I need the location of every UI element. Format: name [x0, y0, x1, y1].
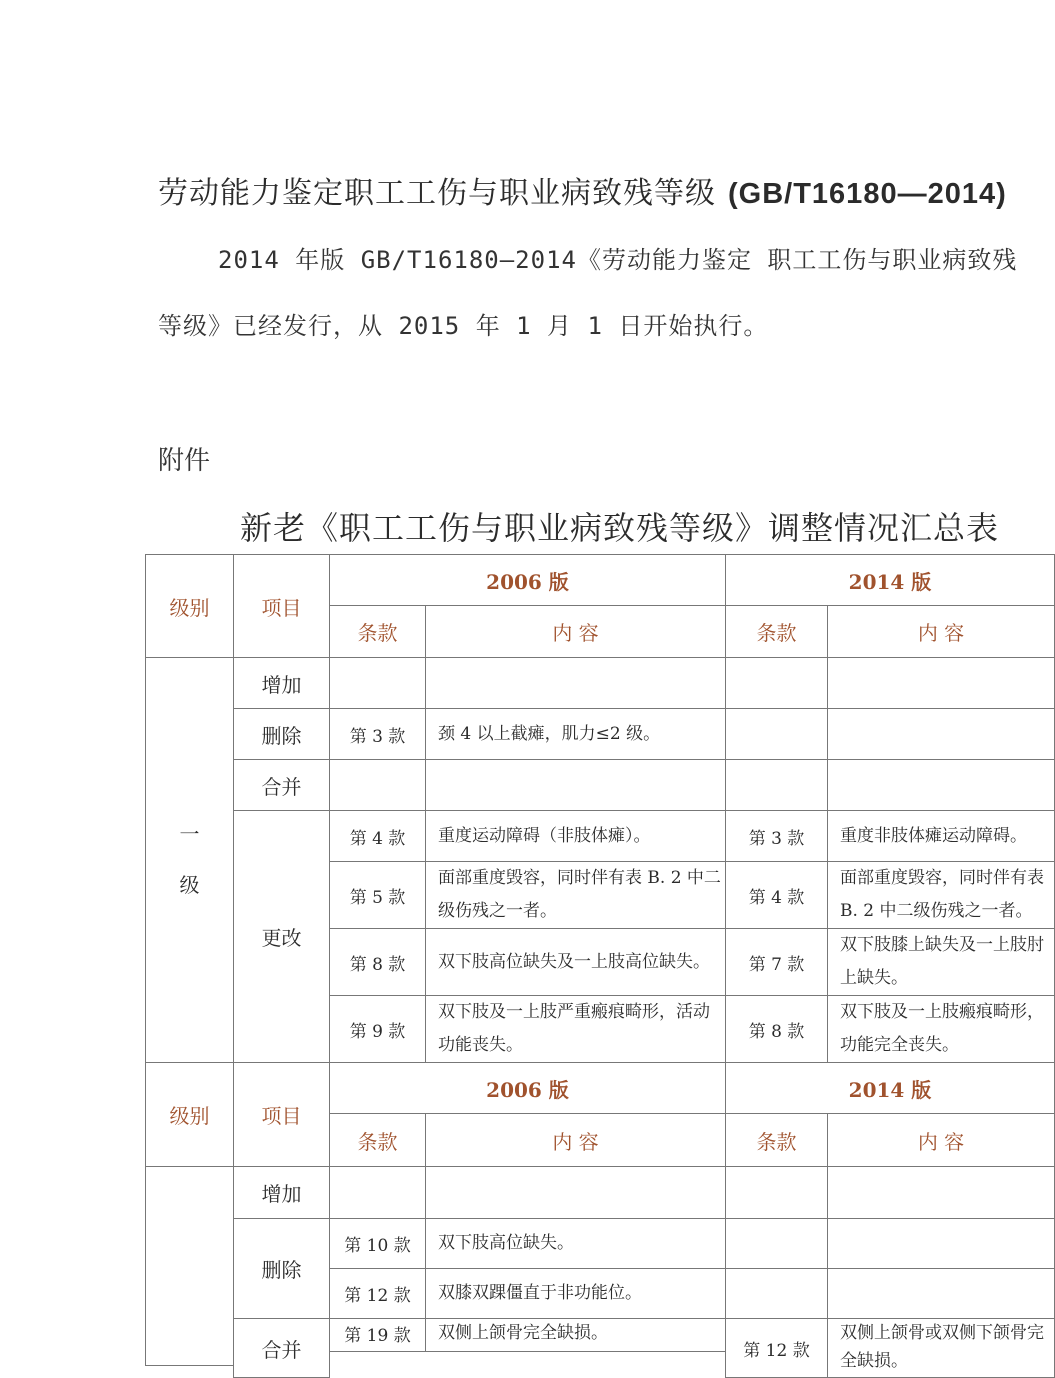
title-standard-code: (GB/T16180—2014) — [728, 178, 1007, 210]
empty-cell — [725, 1166, 828, 1219]
level-two-cell — [145, 1166, 234, 1366]
clause-cell: 第 5 款 — [329, 861, 426, 929]
empty-cell — [329, 657, 426, 709]
title-text: 劳动能力鉴定职工工伤与职业病致残等级 — [158, 176, 716, 211]
clause-cell: 第 12 款 — [329, 1268, 426, 1319]
clause-cell: 第 10 款 — [329, 1218, 426, 1269]
empty-cell — [827, 1268, 1055, 1319]
header-item: 项目 — [233, 554, 330, 658]
item-change: 更改 — [233, 810, 330, 1063]
content-cell: 面部重度毁容，同时伴有表 B. 2 中二级伤残之一者。 — [425, 861, 726, 929]
empty-cell — [725, 759, 828, 811]
empty-cell — [725, 1268, 828, 1319]
clause-cell: 第 12 款 — [725, 1318, 828, 1378]
clause-cell: 第 9 款 — [329, 995, 426, 1063]
empty-cell — [425, 759, 726, 811]
intro-line-2: 等级》已经发行，从 2015 年 1 月 1 日开始执行。 — [158, 312, 769, 340]
empty-cell — [425, 1166, 726, 1219]
content-cell: 颈 4 以上截瘫，肌力≤2 级。 — [425, 708, 726, 760]
empty-cell — [725, 708, 828, 760]
header-2006-clause: 条款 — [329, 1113, 426, 1167]
content-cell: 双下肢高位缺失及一上肢高位缺失。 — [425, 928, 726, 996]
header-level: 级别 — [145, 554, 234, 658]
header-2014-clause: 条款 — [725, 605, 828, 658]
clause-cell: 第 3 款 — [725, 810, 828, 862]
header-item: 项目 — [233, 1062, 330, 1167]
clause-cell: 第 8 款 — [329, 928, 426, 996]
empty-cell — [827, 759, 1055, 811]
content-cell: 双侧上颌骨或双侧下颌骨完全缺损。 — [827, 1318, 1055, 1378]
empty-cell — [725, 1218, 828, 1269]
level-char-1: 一 — [179, 822, 200, 846]
header-2006: 2006 版 — [329, 1062, 726, 1114]
clause-cell: 第 3 款 — [329, 708, 426, 760]
attachment-label: 附件 — [158, 446, 211, 476]
header-2014-content: 内 容 — [827, 1113, 1055, 1167]
header-2006-content: 内 容 — [425, 1113, 726, 1167]
clause-cell: 第 4 款 — [725, 861, 828, 929]
content-cell: 重度运动障碍（非肢体瘫）。 — [425, 810, 726, 862]
header-2006-clause: 条款 — [329, 605, 426, 658]
empty-cell — [329, 759, 426, 811]
content-cell: 双膝双踝僵直于非功能位。 — [425, 1268, 726, 1319]
content-cell: 双侧上颌骨完全缺损。 — [425, 1318, 726, 1352]
clause-cell: 第 7 款 — [725, 928, 828, 996]
header-2006-content: 内 容 — [425, 605, 726, 658]
content-cell: 双下肢高位缺失。 — [425, 1218, 726, 1269]
empty-cell — [827, 657, 1055, 709]
clause-cell: 第 19 款 — [329, 1318, 426, 1352]
level-one-cell — [145, 657, 234, 1063]
empty-cell — [827, 1166, 1055, 1219]
clause-cell: 第 8 款 — [725, 995, 828, 1063]
header-2014: 2014 版 — [725, 1062, 1055, 1114]
clause-cell: 第 4 款 — [329, 810, 426, 862]
document-title — [158, 168, 1007, 212]
header-2014-content: 内 容 — [827, 605, 1055, 658]
header-2014: 2014 版 — [725, 554, 1055, 606]
empty-cell — [827, 1218, 1055, 1269]
content-cell: 双下肢膝上缺失及一上肢肘上缺失。 — [827, 928, 1055, 996]
item-delete: 删除 — [233, 1218, 330, 1319]
item-add: 增加 — [233, 1166, 330, 1219]
item-merge: 合并 — [233, 759, 330, 811]
empty-cell — [725, 657, 828, 709]
item-add: 增加 — [233, 657, 330, 709]
intro-line-1: 2014 年版 GB/T16180—2014《劳动能力鉴定 职工工伤与职业病致残 — [218, 246, 1018, 274]
header-level: 级别 — [145, 1062, 234, 1167]
table-title: 新老《职工工伤与职业病致残等级》调整情况汇总表 — [240, 509, 1000, 547]
content-cell: 重度非肢体瘫运动障碍。 — [827, 810, 1055, 862]
header-2006: 2006 版 — [329, 554, 726, 606]
empty-cell — [425, 657, 726, 709]
level-char-2: 级 — [179, 873, 200, 897]
content-cell: 双下肢及一上肢严重瘢痕畸形，活动功能丧失。 — [425, 995, 726, 1063]
empty-cell — [827, 708, 1055, 760]
header-2014-clause: 条款 — [725, 1113, 828, 1167]
content-cell: 面部重度毁容，同时伴有表 B. 2 中二级伤残之一者。 — [827, 861, 1055, 929]
content-cell: 双下肢及一上肢瘢痕畸形，功能完全丧失。 — [827, 995, 1055, 1063]
item-merge: 合并 — [233, 1318, 330, 1378]
empty-cell — [329, 1166, 426, 1219]
item-delete: 删除 — [233, 708, 330, 760]
